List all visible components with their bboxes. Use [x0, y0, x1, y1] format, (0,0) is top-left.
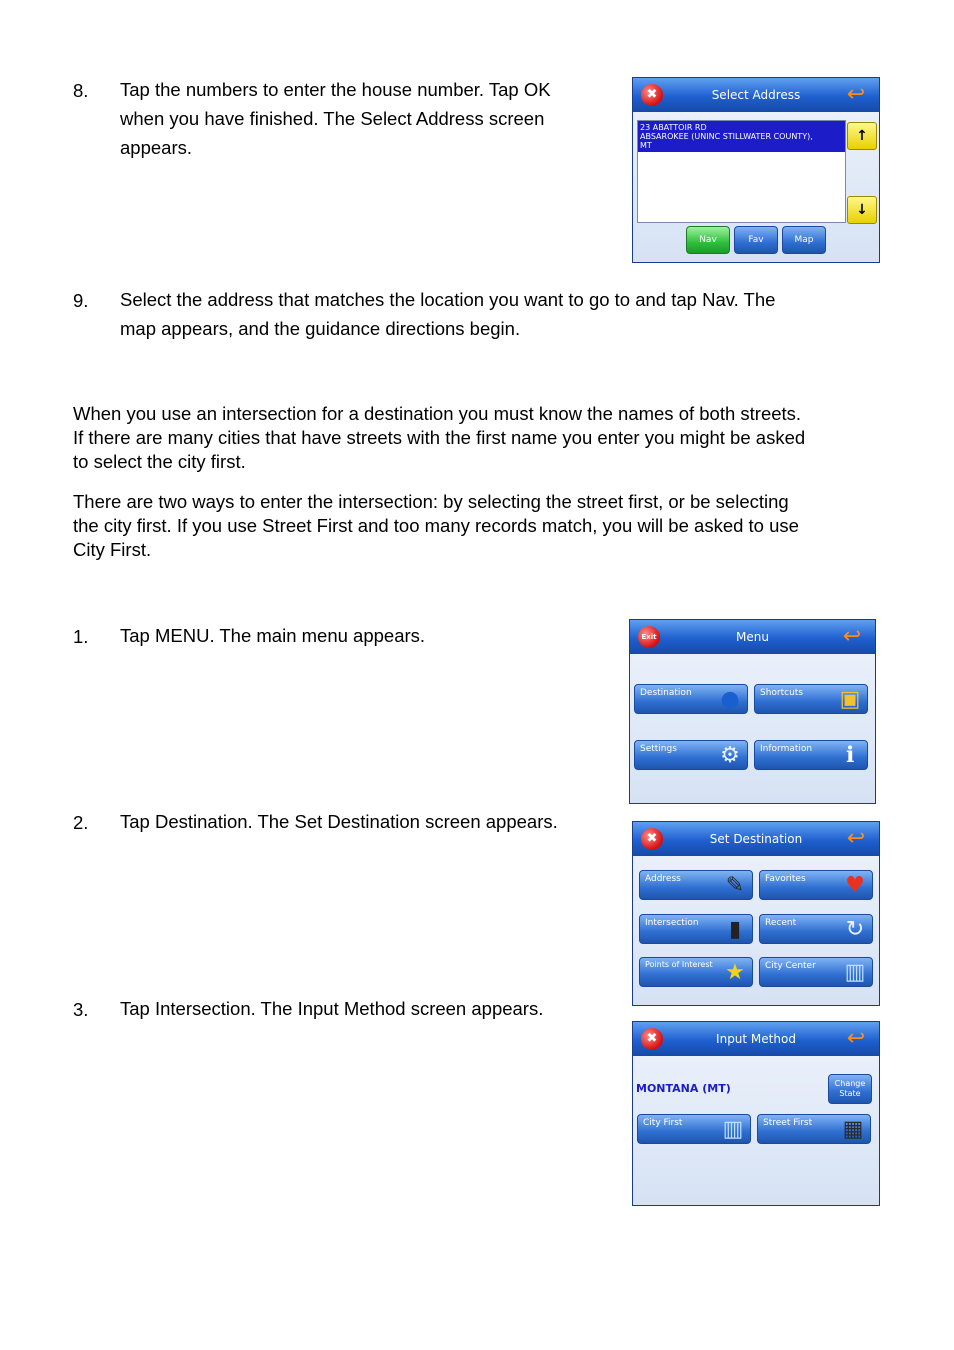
step-number: 9. [73, 290, 89, 311]
close-icon[interactable]: ✖ [641, 1028, 663, 1050]
step-text: Tap Destination. The Set Destination screen appears. [120, 811, 558, 832]
screen-title: Input Method [633, 1022, 879, 1056]
step-number: 3. [73, 999, 89, 1020]
scroll-up-icon[interactable]: ↑ [847, 122, 877, 150]
settings-button[interactable]: Settings ⚙ [634, 740, 748, 770]
change-state-button[interactable]: Change State [828, 1074, 872, 1104]
menu-screen [629, 619, 876, 804]
settings-icon: ⚙ [720, 743, 740, 768]
address-list[interactable] [637, 120, 846, 223]
traffic-light-icon: ▮ [728, 917, 742, 942]
back-arrow-icon[interactable]: ↩ [846, 826, 866, 851]
heart-icon: ♥ [845, 873, 865, 898]
city-icon: ▥ [844, 960, 866, 985]
select-address-screen [632, 77, 880, 263]
recent-button[interactable]: Recent ↻ [759, 914, 873, 944]
points-of-interest-button[interactable]: Points of Interest ★ [639, 957, 753, 987]
input-method-screen [632, 1021, 880, 1206]
step-text: Select the address that matches the location you want to go to and tap Nav. The map appears, and the guidance directions begin. [120, 289, 776, 339]
intersection-button[interactable]: Intersection ▮ [639, 914, 753, 944]
city-first-button[interactable]: City First ▥ [637, 1114, 751, 1144]
shortcuts-icon: ▣ [839, 687, 861, 712]
screen-title: Menu [630, 620, 875, 654]
step-text: Tap the numbers to enter the house number. Tap OK when you have finished. The Select Address screen appears. [120, 79, 551, 158]
city-icon: ▥ [722, 1117, 744, 1142]
address-book-icon: ✎ [725, 873, 745, 898]
step-text: Tap MENU. The main menu appears. [120, 625, 426, 646]
screen-title: Set Destination [633, 822, 879, 856]
address-button[interactable]: Address ✎ [639, 870, 753, 900]
close-icon[interactable]: ✖ [641, 84, 663, 106]
information-icon: ℹ [845, 743, 855, 768]
list-item[interactable]: 23 ABATTOIR RD ABSAROKEE (UNINC STILLWATER COUNTY), MT [638, 121, 845, 152]
street-icon: ▦ [842, 1117, 864, 1142]
information-button[interactable]: Information ℹ [754, 740, 868, 770]
step-text: Tap Intersection. The Input Method screen appears. [120, 998, 544, 1019]
screen-title: Select Address [633, 78, 879, 112]
map-button[interactable]: Map [782, 226, 826, 254]
nav-button[interactable]: Nav [686, 226, 730, 254]
back-arrow-icon[interactable]: ↩ [846, 1026, 866, 1051]
close-icon[interactable]: ✖ [641, 828, 663, 850]
globe-icon: ● [720, 687, 740, 712]
exit-icon[interactable]: Exit [638, 626, 660, 648]
star-icon: ★ [725, 960, 745, 985]
destination-button[interactable]: Destination ● [634, 684, 748, 714]
favorites-button[interactable]: Favorites ♥ [759, 870, 873, 900]
street-first-button[interactable]: Street First ▦ [757, 1114, 871, 1144]
step-number: 1. [73, 626, 89, 647]
city-center-button[interactable]: City Center ▥ [759, 957, 873, 987]
step-number: 2. [73, 812, 89, 833]
scroll-down-icon[interactable]: ↓ [847, 196, 877, 224]
back-arrow-icon[interactable]: ↩ [842, 624, 862, 649]
intro-paragraph: When you use an intersection for a destination you must know the names of both streets. If there are many cities that have streets with the first name you enter you might be asked to select the city first. [73, 403, 806, 472]
back-arrow-icon[interactable]: ↩ [846, 82, 866, 107]
step-number: 8. [73, 80, 89, 101]
fav-button[interactable]: Fav [734, 226, 778, 254]
set-destination-screen [632, 821, 880, 1006]
methods-paragraph: There are two ways to enter the intersection: by selecting the street first, or be selecting the city first. If you use Street First and too many records match, you will be asked to use City First. [73, 491, 799, 560]
recent-icon: ↻ [845, 917, 865, 942]
shortcuts-button[interactable]: Shortcuts ▣ [754, 684, 868, 714]
state-label: MONTANA (MT) [636, 1082, 731, 1095]
